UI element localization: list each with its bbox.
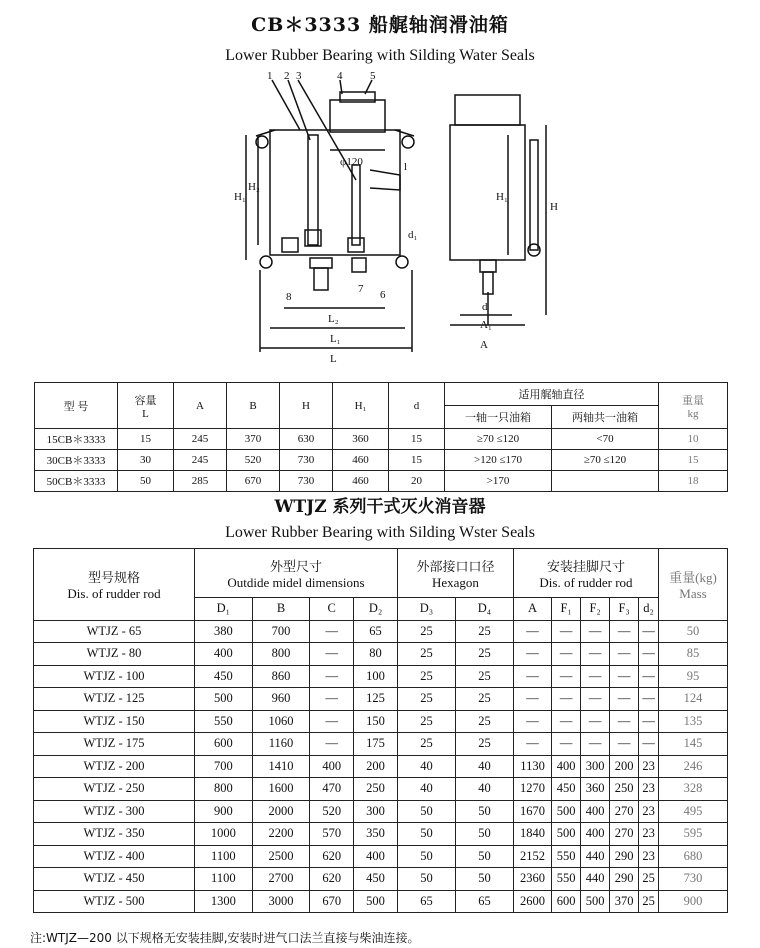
cell-model: WTJZ - 350 [34, 823, 195, 846]
table-row [34, 755, 728, 778]
cell-model: WTJZ - 80 [34, 643, 195, 666]
cb3333-spec-table [34, 382, 728, 492]
tank-technical-drawing [180, 70, 580, 370]
cell-one-shaft: >170 [445, 471, 552, 492]
cell-model: WTJZ - 400 [34, 845, 195, 868]
cell-a: 285 [174, 471, 227, 492]
cell-value: 25 [455, 710, 513, 733]
table-row [34, 733, 728, 756]
header-d3: D₃ [397, 598, 455, 621]
cell-value: 400 [310, 755, 354, 778]
cell-value: 150 [354, 710, 398, 733]
header-f2: F₂ [581, 598, 610, 621]
cell-value: 500 [552, 823, 581, 846]
cell-value: 800 [195, 778, 253, 801]
cell-value: — [639, 733, 659, 756]
cell-value: 25 [397, 620, 455, 643]
cell-value: 1600 [252, 778, 310, 801]
cell-value: — [610, 643, 639, 666]
header-d1: D₁ [195, 598, 253, 621]
footnote: 注:WTJZ—200 以下规格无安装挂脚,安装时进气口法兰直接与柴油连接。 [30, 931, 420, 945]
header-weight: 重量(kg) Mass [659, 549, 728, 621]
label-side-a: A [480, 339, 488, 351]
table-row [34, 643, 728, 666]
cell-value: 25 [455, 643, 513, 666]
cell-value: — [639, 665, 659, 688]
cell-value: 400 [581, 823, 610, 846]
cell-weight: 328 [659, 778, 728, 801]
label-l2: L₂ [328, 313, 339, 325]
cell-weight: 15 [659, 450, 728, 471]
cell-value: 270 [610, 823, 639, 846]
cell-value: 440 [581, 868, 610, 891]
cell-value: — [513, 665, 551, 688]
cell-b: 520 [227, 450, 280, 471]
cell-value: 500 [195, 688, 253, 711]
cell-value: 290 [610, 845, 639, 868]
table-row [35, 429, 728, 450]
cell-model: WTJZ - 300 [34, 800, 195, 823]
cell-value: 440 [581, 845, 610, 868]
cell-d: 15 [389, 429, 445, 450]
cell-value: — [581, 733, 610, 756]
cell-value: 2500 [252, 845, 310, 868]
cell-value: 50 [455, 800, 513, 823]
label-d1: d₁ [408, 229, 418, 241]
cell-value: 360 [581, 778, 610, 801]
cell-value: 250 [610, 778, 639, 801]
header-d: d [389, 383, 445, 429]
cell-model: WTJZ - 250 [34, 778, 195, 801]
cell-value: 600 [195, 733, 253, 756]
header-b: B [252, 598, 310, 621]
label-1: 1 [267, 70, 273, 82]
cell-value: — [581, 665, 610, 688]
document-subtitle: Lower Rubber Bearing with Silding Water Seals [225, 47, 535, 64]
cell-model: WTJZ - 100 [34, 665, 195, 688]
cell-value: — [639, 710, 659, 733]
cell-value: — [513, 733, 551, 756]
section-title: WTJZ 系列干式灭火消音器 [274, 497, 486, 517]
cell-model: WTJZ - 450 [34, 868, 195, 891]
cell-value: 620 [310, 868, 354, 891]
cell-model: 15CB＊3333 [35, 429, 118, 450]
cell-value: 23 [639, 845, 659, 868]
cell-weight: 145 [659, 733, 728, 756]
cell-value: — [581, 643, 610, 666]
cell-value: 2600 [513, 890, 551, 913]
cell-value: — [610, 620, 639, 643]
cell-value: 25 [397, 710, 455, 733]
cell-value: 620 [310, 845, 354, 868]
document-title: CB＊3333 船艉轴润滑油箱 [251, 14, 509, 36]
cell-weight: 246 [659, 755, 728, 778]
cell-value: 23 [639, 823, 659, 846]
cell-value: 25 [397, 665, 455, 688]
header-weight: 重量 kg [659, 383, 728, 429]
cell-value: 40 [397, 755, 455, 778]
cell-weight: 900 [659, 890, 728, 913]
cell-value: 400 [552, 755, 581, 778]
cell-two-shaft: <70 [552, 429, 659, 450]
label-side-h: H [550, 201, 558, 213]
header-d2-mount: d₂ [639, 598, 659, 621]
cell-model: WTJZ - 500 [34, 890, 195, 913]
table-row [34, 665, 728, 688]
cell-value: 570 [310, 823, 354, 846]
cell-value: 25 [455, 665, 513, 688]
cell-value: 50 [455, 823, 513, 846]
label-3: 3 [296, 70, 302, 82]
cell-value: 50 [397, 845, 455, 868]
cell-value: 600 [552, 890, 581, 913]
cell-value: — [552, 710, 581, 733]
cell-value: 400 [581, 800, 610, 823]
label-l1: L₁ [330, 333, 341, 345]
header-model: 型 号 [35, 383, 118, 429]
cell-value: — [310, 620, 354, 643]
cell-weight: 730 [659, 868, 728, 891]
cell-h1: 460 [333, 450, 389, 471]
cell-value: 500 [354, 890, 398, 913]
cell-d: 15 [389, 450, 445, 471]
label-6: 6 [380, 289, 386, 301]
cell-model: 30CB＊3333 [35, 450, 118, 471]
header-d4: D₄ [455, 598, 513, 621]
table-row [34, 620, 728, 643]
cell-value: — [581, 688, 610, 711]
cell-value: 370 [610, 890, 639, 913]
cell-value: 40 [455, 778, 513, 801]
cell-value: — [310, 688, 354, 711]
cell-value: 470 [310, 778, 354, 801]
cell-value: 2700 [252, 868, 310, 891]
cell-value: 800 [252, 643, 310, 666]
cell-value: — [552, 665, 581, 688]
cell-value: 450 [195, 665, 253, 688]
cell-value: 40 [397, 778, 455, 801]
cell-value: — [310, 665, 354, 688]
cell-value: 1300 [195, 890, 253, 913]
cell-weight: 595 [659, 823, 728, 846]
header-mount: 安装挂脚尺寸 Dis. of rudder rod [513, 549, 658, 598]
label-2: 2 [284, 70, 290, 82]
header-f1: F₁ [552, 598, 581, 621]
cell-value: 25 [455, 688, 513, 711]
cell-a: 245 [174, 429, 227, 450]
cell-value: 250 [354, 778, 398, 801]
cell-capacity: 15 [118, 429, 174, 450]
cell-value: 3000 [252, 890, 310, 913]
cell-value: 1060 [252, 710, 310, 733]
cell-value: 550 [552, 845, 581, 868]
cell-value: 2152 [513, 845, 551, 868]
cell-value: 25 [639, 868, 659, 891]
label-phi120: φ120 [340, 156, 363, 168]
cell-value: 25 [397, 688, 455, 711]
cell-value: — [552, 688, 581, 711]
cell-value: — [513, 620, 551, 643]
label-h2: H₂ [248, 181, 260, 193]
cell-value: — [310, 733, 354, 756]
table-row [34, 823, 728, 846]
cell-value: 80 [354, 643, 398, 666]
cell-value: 2200 [252, 823, 310, 846]
header-outer: 外型尺寸 Outdide midel dimensions [195, 549, 398, 598]
cell-value: 290 [610, 868, 639, 891]
header-spec: 型号规格 Dis. of rudder rod [34, 549, 195, 621]
cell-value: 520 [310, 800, 354, 823]
cell-value: 50 [397, 823, 455, 846]
cell-value: — [610, 710, 639, 733]
cell-model: WTJZ - 150 [34, 710, 195, 733]
cell-b: 670 [227, 471, 280, 492]
cell-value: 550 [195, 710, 253, 733]
cell-model: WTJZ - 65 [34, 620, 195, 643]
cell-value: 860 [252, 665, 310, 688]
cell-value: 1410 [252, 755, 310, 778]
cell-weight: 85 [659, 643, 728, 666]
header-shaft: 适用艉轴直径 [445, 383, 659, 406]
cell-value: — [310, 710, 354, 733]
cell-value: 23 [639, 755, 659, 778]
table-row [35, 471, 728, 492]
cell-capacity: 50 [118, 471, 174, 492]
cell-value: — [552, 643, 581, 666]
cell-weight: 495 [659, 800, 728, 823]
cell-value: 65 [455, 890, 513, 913]
cell-model: WTJZ - 175 [34, 733, 195, 756]
table-row [34, 890, 728, 913]
cell-value: 50 [455, 868, 513, 891]
cell-value: 125 [354, 688, 398, 711]
cell-value: 100 [354, 665, 398, 688]
cell-one-shaft: >120 ≤170 [445, 450, 552, 471]
cell-value: 500 [552, 800, 581, 823]
header-h: H [280, 383, 333, 429]
cell-value: — [552, 733, 581, 756]
header-h1: H₁ [333, 383, 389, 429]
header-f3: F₃ [610, 598, 639, 621]
cell-weight: 680 [659, 845, 728, 868]
cell-value: 450 [552, 778, 581, 801]
cell-model: 50CB＊3333 [35, 471, 118, 492]
cell-h: 630 [280, 429, 333, 450]
cell-value: 40 [455, 755, 513, 778]
cell-value: 2000 [252, 800, 310, 823]
header-one-shaft: 一轴一只油箱 [445, 406, 552, 429]
cell-value: 1670 [513, 800, 551, 823]
header-port: 外部接口口径 Hexagon [397, 549, 513, 598]
cell-value: — [513, 643, 551, 666]
cell-value: 25 [639, 890, 659, 913]
cell-value: 50 [397, 868, 455, 891]
label-l: l [404, 161, 408, 173]
cell-value: 175 [354, 733, 398, 756]
cell-capacity: 30 [118, 450, 174, 471]
cell-value: 500 [581, 890, 610, 913]
cell-a: 245 [174, 450, 227, 471]
cell-value: 350 [354, 823, 398, 846]
header-d2: D₂ [354, 598, 398, 621]
label-h1: H₁ [234, 191, 246, 203]
section-subtitle: Lower Rubber Bearing with Silding Wster Seals [225, 524, 535, 541]
cell-model: WTJZ - 125 [34, 688, 195, 711]
cell-value: 2360 [513, 868, 551, 891]
label-7: 7 [358, 283, 364, 295]
cell-two-shaft [552, 471, 659, 492]
cell-model: WTJZ - 200 [34, 755, 195, 778]
cell-weight: 50 [659, 620, 728, 643]
label-l: L [330, 353, 337, 365]
cell-value: 1840 [513, 823, 551, 846]
cell-value: 400 [195, 643, 253, 666]
cell-b: 370 [227, 429, 280, 450]
cell-value: 25 [397, 733, 455, 756]
cell-value: — [610, 665, 639, 688]
table-row [34, 778, 728, 801]
cell-h1: 460 [333, 471, 389, 492]
cell-value: 50 [397, 800, 455, 823]
cell-value: 200 [354, 755, 398, 778]
table-row [34, 688, 728, 711]
cell-value: 23 [639, 778, 659, 801]
cell-value: — [310, 643, 354, 666]
cell-value: 50 [455, 845, 513, 868]
cell-value: — [513, 710, 551, 733]
label-5: 5 [370, 70, 376, 82]
cell-value: 900 [195, 800, 253, 823]
cell-weight: 10 [659, 429, 728, 450]
table-row [34, 868, 728, 891]
cell-value: — [581, 620, 610, 643]
label-side-h1: H₁ [496, 191, 508, 203]
table-row [34, 845, 728, 868]
cell-value: 960 [252, 688, 310, 711]
cell-weight: 124 [659, 688, 728, 711]
cell-weight: 95 [659, 665, 728, 688]
label-side-d: d [482, 301, 488, 313]
cell-value: 1160 [252, 733, 310, 756]
cell-h: 730 [280, 471, 333, 492]
cell-d: 20 [389, 471, 445, 492]
cell-value: — [639, 620, 659, 643]
cell-h: 730 [280, 450, 333, 471]
cell-weight: 18 [659, 471, 728, 492]
cell-value: 380 [195, 620, 253, 643]
cell-value: 23 [639, 800, 659, 823]
cell-value: 1130 [513, 755, 551, 778]
cell-value: 450 [354, 868, 398, 891]
table-row [34, 800, 728, 823]
cell-value: 65 [354, 620, 398, 643]
cell-value: — [513, 688, 551, 711]
cell-value: — [610, 733, 639, 756]
label-4: 4 [337, 70, 343, 82]
table-row [34, 710, 728, 733]
cell-value: 1270 [513, 778, 551, 801]
cell-value: 25 [455, 620, 513, 643]
cell-value: 270 [610, 800, 639, 823]
cell-value: — [610, 688, 639, 711]
cell-value: 550 [552, 868, 581, 891]
cell-value: — [552, 620, 581, 643]
cell-value: 670 [310, 890, 354, 913]
cell-value: 1100 [195, 845, 253, 868]
header-b: B [227, 383, 280, 429]
cell-value: 200 [610, 755, 639, 778]
header-a: A [174, 383, 227, 429]
cell-value: 300 [581, 755, 610, 778]
wtjz-spec-table [33, 548, 728, 913]
cell-weight: 135 [659, 710, 728, 733]
cell-value: — [639, 688, 659, 711]
cell-value: 1100 [195, 868, 253, 891]
header-c: C [310, 598, 354, 621]
label-8: 8 [286, 291, 292, 303]
cell-value: 400 [354, 845, 398, 868]
label-side-a1: A₁ [480, 319, 492, 331]
cell-h1: 360 [333, 429, 389, 450]
cell-value: — [581, 710, 610, 733]
cell-value: 1000 [195, 823, 253, 846]
header-two-shaft: 两轴共一油箱 [552, 406, 659, 429]
cell-value: 25 [455, 733, 513, 756]
header-a: A [513, 598, 551, 621]
cell-value: 25 [397, 643, 455, 666]
cell-value: 700 [195, 755, 253, 778]
cell-two-shaft: ≥70 ≤120 [552, 450, 659, 471]
cell-value: 700 [252, 620, 310, 643]
cell-one-shaft: ≥70 ≤120 [445, 429, 552, 450]
cell-value: — [639, 643, 659, 666]
header-capacity: 容量 L [118, 383, 174, 429]
cell-value: 300 [354, 800, 398, 823]
cell-value: 65 [397, 890, 455, 913]
table-row [35, 450, 728, 471]
